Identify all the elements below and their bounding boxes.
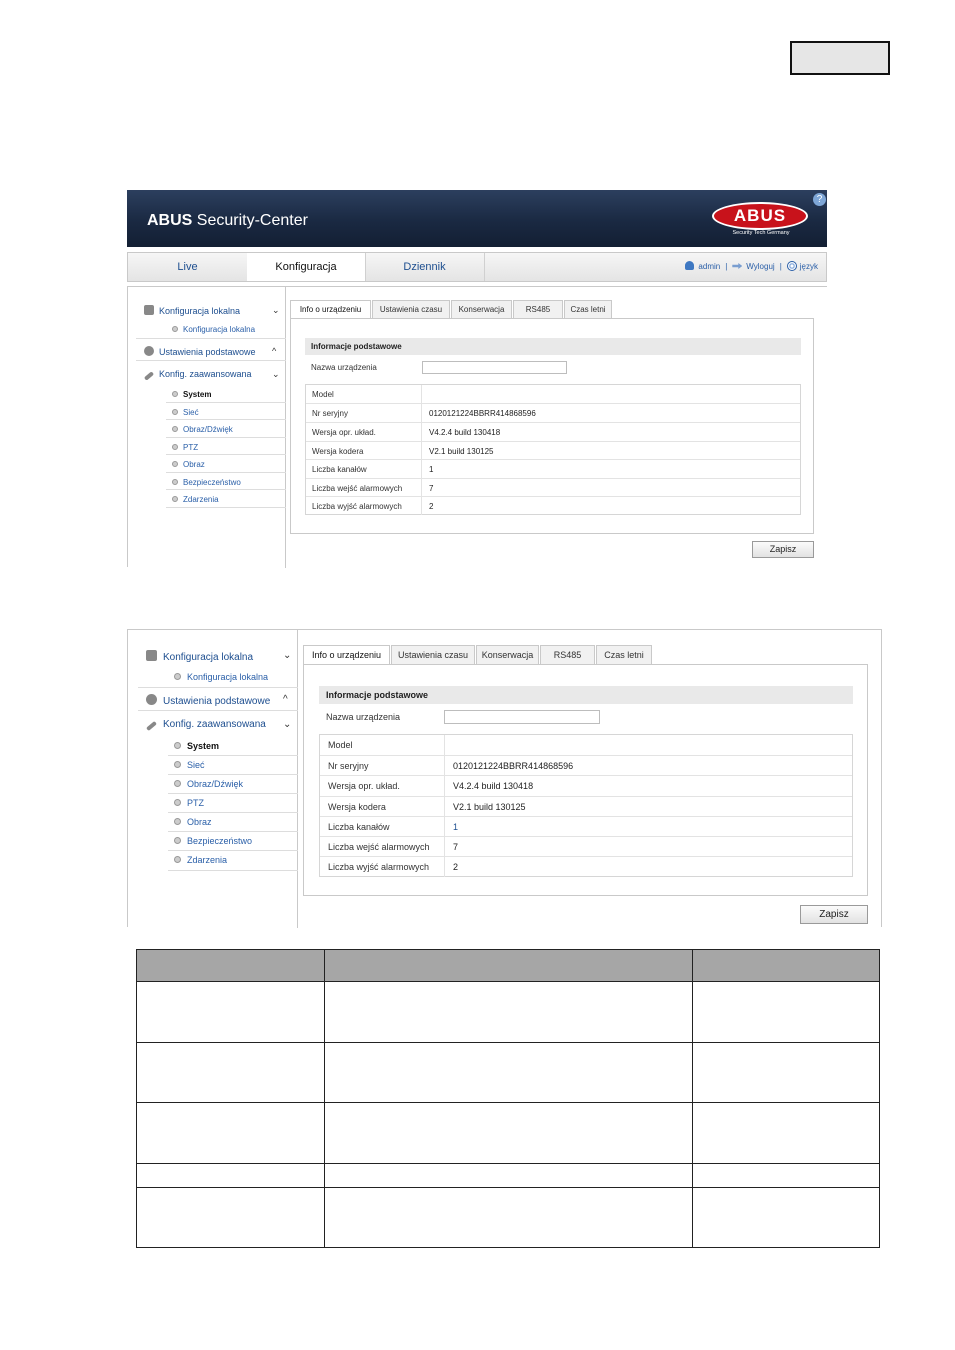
tab-time-settings[interactable]: Ustawienia czasu <box>391 645 475 665</box>
tab-info[interactable]: Info o urządzeniu <box>290 300 371 319</box>
user-icon <box>685 261 694 270</box>
tab-rs485[interactable]: RS485 <box>513 300 563 319</box>
doc-table-row <box>137 1164 880 1188</box>
bullet-icon <box>174 761 181 768</box>
device-info-table <box>305 384 801 515</box>
doc-table <box>136 949 880 1248</box>
sidebar-item-obraz-dzwiek[interactable]: Obraz/Dźwięk <box>172 425 233 434</box>
doc-table-header <box>137 950 880 982</box>
table-row: Model <box>320 735 852 756</box>
chevron-up-icon[interactable]: ^ <box>272 346 277 356</box>
device-name-input[interactable] <box>422 361 567 374</box>
device-name-label: Nazwa urządzenia <box>326 712 401 722</box>
sidebar-item-obraz[interactable]: Obraz <box>172 460 205 469</box>
screenshot-full-ui <box>127 190 827 567</box>
bullet-icon <box>174 837 181 844</box>
tab-info[interactable]: Info o urządzeniu <box>303 645 390 665</box>
abus-logo-tagline: Security Tech Germany <box>732 230 790 236</box>
sidebar-item-obraz-dzwiek[interactable]: Obraz/Dźwięk <box>174 779 243 789</box>
sidebar-item-local-config[interactable]: Konfiguracja lokalna <box>172 325 255 334</box>
bullet-icon <box>172 461 178 467</box>
info-panel <box>303 664 868 896</box>
monitor-icon <box>146 650 157 661</box>
table-row: Wersja kodera V2.1 build 130125 <box>320 796 852 817</box>
bullet-icon <box>172 409 178 415</box>
bullet-icon <box>174 818 181 825</box>
table-row: Wersja opr. układ. V4.2.4 build 130418 <box>320 775 852 796</box>
sidebar-item-system[interactable]: System <box>174 741 219 751</box>
globe-icon <box>787 261 797 271</box>
doc-table-row <box>137 1043 880 1103</box>
table-row: Wersja opr. układ. V4.2.4 build 130418 <box>306 422 800 441</box>
device-name-label: Nazwa urządzenia <box>311 363 377 372</box>
table-row: Liczba kanałów 1 <box>306 459 800 478</box>
screenshot-config-crop <box>127 629 882 927</box>
bullet-icon <box>172 444 178 450</box>
logout-link[interactable]: Wyloguj <box>746 262 775 271</box>
sidebar-item-system[interactable]: System <box>172 390 211 399</box>
table-row: Nr seryjny 0120121224BBRR414868596 <box>306 403 800 422</box>
header-banner <box>127 190 827 247</box>
bullet-icon <box>172 391 178 397</box>
config-frame <box>127 286 827 567</box>
save-button[interactable]: Zapisz <box>752 541 814 558</box>
bullet-icon <box>172 496 178 502</box>
table-row: Liczba wyjść alarmowych 2 <box>320 856 852 877</box>
chevron-down-icon[interactable]: ⌄ <box>283 719 292 730</box>
table-row: Model <box>306 385 800 404</box>
sidebar-section-local-config[interactable]: Konfiguracja lokalna ⌄ <box>144 305 240 316</box>
info-panel <box>290 318 814 534</box>
user-link[interactable]: admin <box>698 262 721 271</box>
device-name-input[interactable] <box>444 710 600 724</box>
doc-header-cell <box>137 950 325 982</box>
table-row: Liczba wejść alarmowych 7 <box>320 836 852 857</box>
bullet-icon <box>172 479 178 485</box>
sidebar-item-zdarzenia[interactable]: Zdarzenia <box>174 855 227 865</box>
sidebar-section-advanced[interactable]: Konfig. zaawansowana ⌄ <box>146 719 266 730</box>
main-nav <box>127 252 827 282</box>
section-title: Informacje podstawowe <box>319 686 853 704</box>
sidebar-item-ptz[interactable]: PTZ <box>174 798 204 808</box>
bullet-icon <box>172 426 178 432</box>
tab-time-settings[interactable]: Ustawienia czasu <box>372 300 450 319</box>
nav-tab-dziennik[interactable]: Dziennik <box>365 253 485 281</box>
bullet-icon <box>174 673 181 680</box>
tab-dst[interactable]: Czas letni <box>564 300 612 319</box>
page-number-box <box>790 41 890 75</box>
doc-table-row <box>137 1103 880 1164</box>
table-row: Liczba kanałów 1 <box>320 816 852 837</box>
language-link[interactable]: język <box>799 262 818 271</box>
save-button[interactable]: Zapisz <box>800 905 868 924</box>
sidebar-section-basic-settings[interactable]: Ustawienia podstawowe ^ <box>146 694 270 707</box>
sidebar-section-local-config[interactable]: Konfiguracja lokalna ⌄ <box>146 650 253 663</box>
bullet-icon <box>174 799 181 806</box>
sidebar <box>128 287 286 568</box>
bullet-icon <box>174 780 181 787</box>
app-title: ABUS Security-Center <box>147 212 308 229</box>
wrench-icon <box>146 721 157 731</box>
table-row: Nr seryjny 0120121224BBRR414868596 <box>320 755 852 776</box>
gear-icon <box>146 694 157 705</box>
doc-table-row <box>137 1188 880 1248</box>
tab-dst[interactable]: Czas letni <box>596 645 652 665</box>
nav-tab-live[interactable]: Live <box>128 253 248 281</box>
chevron-down-icon[interactable]: ⌄ <box>272 305 280 315</box>
sidebar-section-advanced[interactable]: Konfig. zaawansowana ⌄ <box>144 369 252 379</box>
tab-maintenance[interactable]: Konserwacja <box>451 300 512 319</box>
sidebar-item-bezpieczenstwo[interactable]: Bezpieczeństwo <box>174 836 252 846</box>
sidebar-item-siec[interactable]: Sieć <box>172 408 199 417</box>
help-icon[interactable]: ? <box>813 193 826 206</box>
table-row: Liczba wyjść alarmowych 2 <box>306 496 800 515</box>
bullet-icon <box>174 856 181 863</box>
table-row: Liczba wejść alarmowych 7 <box>306 478 800 497</box>
sidebar <box>128 630 298 928</box>
chevron-up-icon[interactable]: ^ <box>283 694 288 705</box>
section-title: Informacje podstawowe <box>305 338 801 355</box>
sidebar-section-basic-settings[interactable]: Ustawienia podstawowe ^ <box>144 346 256 357</box>
tab-maintenance[interactable]: Konserwacja <box>476 645 539 665</box>
sidebar-item-bezpieczenstwo[interactable]: Bezpieczeństwo <box>172 478 241 487</box>
doc-header-cell <box>693 950 880 982</box>
chevron-down-icon[interactable]: ⌄ <box>272 369 280 379</box>
nav-tab-konfiguracja[interactable]: Konfiguracja <box>247 253 366 281</box>
wrench-icon <box>144 371 154 380</box>
sidebar-item-ptz[interactable]: PTZ <box>172 443 198 452</box>
abus-logo: ABUS <box>712 202 808 230</box>
logout-icon <box>732 263 742 269</box>
bullet-icon <box>174 742 181 749</box>
tab-rs485[interactable]: RS485 <box>540 645 595 665</box>
table-row: Wersja kodera V2.1 build 130125 <box>306 441 800 460</box>
doc-table-row <box>137 982 880 1043</box>
sidebar-item-zdarzenia[interactable]: Zdarzenia <box>172 495 219 504</box>
doc-header-cell <box>324 950 693 982</box>
sidebar-item-siec[interactable]: Sieć <box>174 760 205 770</box>
gear-icon <box>144 346 154 356</box>
config-frame <box>127 629 882 927</box>
user-bar: admin | Wyloguj | język <box>685 253 818 281</box>
monitor-icon <box>144 305 154 315</box>
sidebar-item-local-config[interactable]: Konfiguracja lokalna <box>174 672 268 682</box>
sidebar-item-obraz[interactable]: Obraz <box>174 817 212 827</box>
device-info-table <box>319 734 853 877</box>
chevron-down-icon[interactable]: ⌄ <box>283 650 292 661</box>
bullet-icon <box>172 326 178 332</box>
